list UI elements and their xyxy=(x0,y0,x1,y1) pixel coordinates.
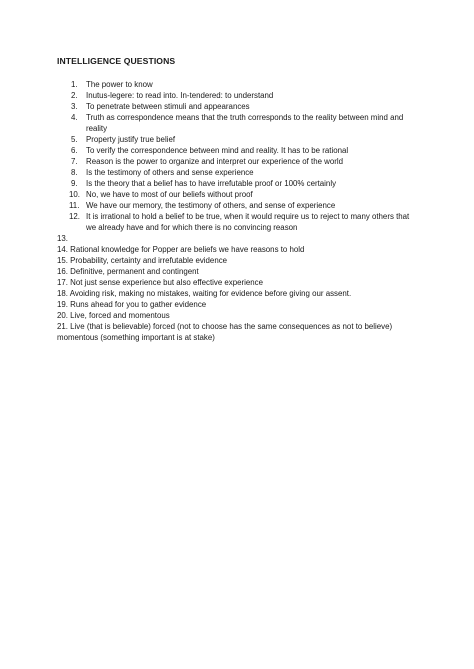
item-text: To verify the correspondence between mind and reality. It has to be rational xyxy=(86,146,349,155)
plain-line: 18. Avoiding risk, making no mistakes, waiting for evidence before giving our assent. xyxy=(57,289,352,298)
plain-line: 17. Not just sense experience but also effective experience xyxy=(57,278,264,287)
list-item xyxy=(57,156,417,167)
list-item xyxy=(57,101,417,112)
item-number: 11. xyxy=(69,201,80,210)
item-number: 8. xyxy=(71,168,78,177)
list-item xyxy=(57,90,417,101)
item-number: 7. xyxy=(71,157,78,166)
item-text: Inutus-legere: to read into. In-tendered: to understand xyxy=(86,91,274,100)
plain-lines xyxy=(57,233,417,343)
item-number: 2. xyxy=(71,91,78,100)
plain-line: 19. Runs ahead for you to gather evidence xyxy=(57,300,207,309)
document-title: INTELLIGENCE QUESTIONS xyxy=(57,56,176,66)
item-number: 6. xyxy=(71,146,78,155)
item-text: Property justify true belief xyxy=(86,135,176,144)
item-text: Is the testimony of others and sense experience xyxy=(86,168,254,177)
plain-line: 14. Rational knowledge for Popper are beliefs we have reasons to hold xyxy=(57,245,305,254)
item-number: 5. xyxy=(71,135,78,144)
item-text: Truth as correspondence means that the truth corresponds to the reality between mind and reality xyxy=(86,113,404,133)
list-item xyxy=(57,134,417,145)
item-number: 12. xyxy=(69,212,80,221)
list-item xyxy=(57,189,417,200)
answer-list xyxy=(57,79,417,343)
item-number: 10. xyxy=(69,190,80,199)
item-text: Is the theory that a belief has to have irrefutable proof or 100% certainly xyxy=(86,179,337,188)
plain-line: 20. Live, forced and momentous xyxy=(57,311,170,320)
item-number: 9. xyxy=(71,179,78,188)
plain-line: 15. Probability, certainty and irrefutable evidence xyxy=(57,256,228,265)
item-text: The power to know xyxy=(86,80,153,89)
item-text: We have our memory, the testimony of others, and sense of experience xyxy=(86,201,336,210)
list-item xyxy=(57,167,417,178)
list-item xyxy=(57,211,417,233)
item-text: No, we have to most of our beliefs without proof xyxy=(86,190,253,199)
list-item xyxy=(57,200,417,211)
plain-line: 16. Definitive, permanent and contingent xyxy=(57,267,199,276)
item-number: 1. xyxy=(71,80,78,89)
list-item xyxy=(57,145,417,156)
item-text: Reason is the power to organize and interpret our experience of the world xyxy=(86,157,344,166)
list-item xyxy=(57,112,417,134)
item-number: 3. xyxy=(71,102,78,111)
list-item xyxy=(57,178,417,189)
plain-line: 13. xyxy=(57,234,68,243)
plain-line: 21. Live (that is believable) forced (not to choose has the same consequences as not to believe) momentous (something important is at stake) xyxy=(57,322,393,342)
item-text: It is irrational to hold a belief to be true, when it would require us to reject to many others that we already have and for which there is no convincing reason xyxy=(86,212,410,232)
list-item xyxy=(57,79,417,90)
item-number: 4. xyxy=(71,113,78,122)
item-text: To penetrate between stimuli and appearances xyxy=(86,102,250,111)
